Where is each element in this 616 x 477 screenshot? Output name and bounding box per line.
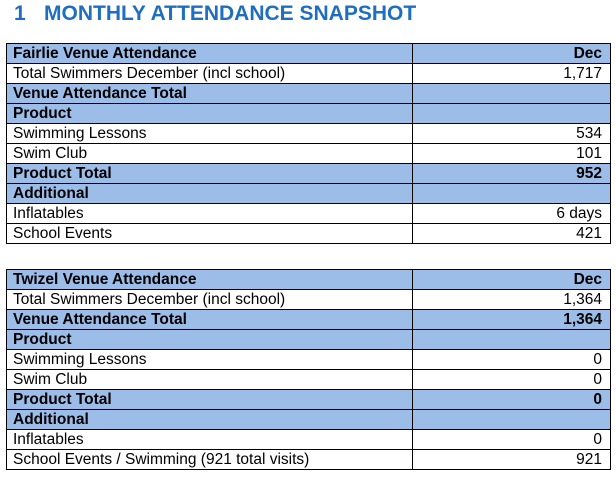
table-row (7, 104, 611, 124)
row-value (413, 104, 611, 124)
row-value: 921 (413, 450, 611, 470)
row-label: Swim Club (7, 144, 413, 164)
row-label: Additional (7, 410, 413, 430)
row-value (413, 184, 611, 204)
row-label: Swim Club (7, 370, 413, 390)
table-row (7, 184, 611, 204)
table-row (7, 84, 611, 104)
table-row (7, 350, 611, 370)
section-number: 1 (14, 2, 26, 25)
table-header-row (7, 270, 611, 290)
table-row (7, 64, 611, 84)
row-label: Inflatables (7, 430, 413, 450)
row-value (413, 84, 611, 104)
table-row (7, 124, 611, 144)
table-row (7, 204, 611, 224)
table-header-label: Twizel Venue Attendance (7, 270, 413, 290)
table-header-label: Fairlie Venue Attendance (7, 44, 413, 64)
table-row (7, 224, 611, 244)
table-row (7, 144, 611, 164)
row-value: 1,364 (413, 290, 611, 310)
table-row (7, 390, 611, 410)
row-value: 952 (413, 164, 611, 184)
row-label: Product (7, 104, 413, 124)
row-value: 0 (413, 350, 611, 370)
row-label: Swimming Lessons (7, 124, 413, 144)
row-value: 534 (413, 124, 611, 144)
section-heading (14, 0, 416, 28)
row-label: Venue Attendance Total (7, 310, 413, 330)
row-label: School Events (7, 224, 413, 244)
table-row (7, 290, 611, 310)
row-label: Product (7, 330, 413, 350)
row-label: Swimming Lessons (7, 350, 413, 370)
table-header-month: Dec (413, 270, 611, 290)
table-header-row (7, 44, 611, 64)
row-label: School Events / Swimming (921 total visits) (7, 450, 413, 470)
twizel-attendance-table (6, 269, 611, 470)
row-value (413, 330, 611, 350)
row-value (413, 410, 611, 430)
table-row (7, 450, 611, 470)
row-value: 0 (413, 370, 611, 390)
row-label: Venue Attendance Total (7, 84, 413, 104)
row-label: Total Swimmers December (incl school) (7, 290, 413, 310)
row-value: 101 (413, 144, 611, 164)
section-title: MONTHLY ATTENDANCE SNAPSHOT (44, 2, 417, 25)
row-value: 1,364 (413, 310, 611, 330)
row-value: 0 (413, 390, 611, 410)
row-label: Additional (7, 184, 413, 204)
row-value: 1,717 (413, 64, 611, 84)
table-header-month: Dec (413, 44, 611, 64)
row-label: Product Total (7, 390, 413, 410)
table-row (7, 310, 611, 330)
row-value: 421 (413, 224, 611, 244)
table-row (7, 370, 611, 390)
row-label: Product Total (7, 164, 413, 184)
row-label: Inflatables (7, 204, 413, 224)
table-row (7, 330, 611, 350)
table-row (7, 164, 611, 184)
row-value: 6 days (413, 204, 611, 224)
table-row (7, 430, 611, 450)
row-label: Total Swimmers December (incl school) (7, 64, 413, 84)
row-value: 0 (413, 430, 611, 450)
fairlie-attendance-table (6, 43, 611, 244)
table-row (7, 410, 611, 430)
